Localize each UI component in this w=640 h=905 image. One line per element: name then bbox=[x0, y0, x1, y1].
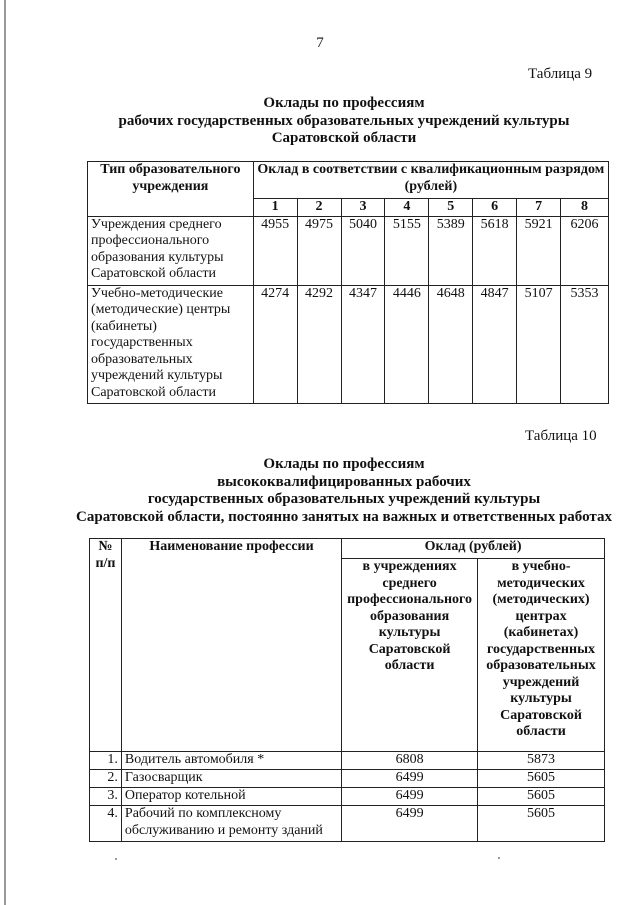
table10-value-cell: 5605 bbox=[478, 770, 605, 788]
table9-type-cell: Учебно-методические (методические) центры (кабинеты) государственных образовательных учреждений культуры Саратовской области bbox=[88, 285, 254, 403]
table9-salary-header: Оклад в соответствии с квалификационным разрядом (рублей) bbox=[253, 162, 608, 199]
table9-grade-header: 4 bbox=[385, 199, 429, 217]
table-row bbox=[90, 806, 605, 842]
table10-heading-line: государственных образовательных учреждений культуры bbox=[147, 491, 541, 507]
table10-heading bbox=[60, 456, 628, 526]
table9-heading-line: рабочих государственных образовательных учреждений культуры bbox=[118, 112, 570, 129]
table9-grade-header: 3 bbox=[341, 199, 385, 217]
table-row bbox=[90, 770, 605, 788]
table9-value-cell: 4274 bbox=[253, 285, 297, 403]
table10-subheader-centers: в учебно-методических (методических) центрах (кабинетах) государственных образовательных учреждений культуры Саратовской области bbox=[478, 559, 605, 752]
table10 bbox=[89, 538, 605, 842]
table9-value-cell: 5618 bbox=[473, 216, 517, 285]
table10-salary-header: Оклад (рублей) bbox=[342, 539, 605, 559]
table10-num-cell: 3. bbox=[90, 788, 122, 806]
table10-value-cell: 5605 bbox=[478, 788, 605, 806]
table10-num-header: № п/п bbox=[90, 539, 122, 752]
table9-type-header: Тип образовательного учреждения bbox=[88, 162, 254, 217]
table10-num-cell: 4. bbox=[90, 806, 122, 842]
table9-label: Таблица 9 bbox=[528, 66, 593, 82]
table9-heading-line: Оклады по профессиям bbox=[263, 95, 425, 111]
table10-num-cell: 2. bbox=[90, 770, 122, 788]
table9-type-cell: Учреждения среднего профессионального образования культуры Саратовской области bbox=[88, 216, 254, 285]
page-number: 7 bbox=[316, 35, 324, 51]
table10-heading-line: Саратовской области, постоянно занятых на важных и ответственных работах bbox=[76, 508, 612, 525]
table9-value-cell: 5107 bbox=[517, 285, 561, 403]
table10-heading-line: высококвалифицированных рабочих bbox=[217, 473, 471, 490]
table10-value-cell: 6808 bbox=[342, 752, 478, 770]
table10-name-cell: Оператор котельной bbox=[121, 788, 341, 806]
table-row bbox=[90, 788, 605, 806]
table10-label: Таблица 10 bbox=[525, 428, 597, 444]
table9-value-cell: 4975 bbox=[297, 216, 341, 285]
table10-name-cell: Водитель автомобиля * bbox=[121, 752, 341, 770]
table9-value-cell: 4648 bbox=[429, 285, 473, 403]
table10-subheader-colleges: в учреждениях среднего профессионального образования культуры Саратовской области bbox=[342, 559, 478, 752]
table10-value-cell: 5873 bbox=[478, 752, 605, 770]
table9-value-cell: 4347 bbox=[341, 285, 385, 403]
table9-grade-header: 6 bbox=[473, 199, 517, 217]
table9-value-cell: 4292 bbox=[297, 285, 341, 403]
table10-name-cell: Рабочий по комплексному обслуживанию и ремонту зданий bbox=[121, 806, 341, 842]
table9-grade-header: 5 bbox=[429, 199, 473, 217]
table-row bbox=[90, 752, 605, 770]
table9-grade-header: 7 bbox=[517, 199, 561, 217]
table9-heading bbox=[60, 95, 628, 148]
table-row bbox=[88, 285, 609, 403]
table10-num-cell: 1. bbox=[90, 752, 122, 770]
table10-value-cell: 6499 bbox=[342, 806, 478, 842]
scan-speck bbox=[115, 858, 117, 860]
table9-value-cell: 5155 bbox=[385, 216, 429, 285]
table9-value-cell: 5389 bbox=[429, 216, 473, 285]
table9-grade-header: 2 bbox=[297, 199, 341, 217]
table9-grade-header: 8 bbox=[561, 199, 609, 217]
table-row bbox=[88, 216, 609, 285]
table9-value-cell: 5921 bbox=[517, 216, 561, 285]
table10-name-header: Наименование профессии bbox=[121, 539, 341, 752]
table10-value-cell: 5605 bbox=[478, 806, 605, 842]
table10-value-cell: 6499 bbox=[342, 788, 478, 806]
table9-value-cell: 5040 bbox=[341, 216, 385, 285]
scan-speck bbox=[498, 857, 500, 859]
table9-value-cell: 4847 bbox=[473, 285, 517, 403]
table10-heading-line: Оклады по профессиям bbox=[263, 456, 425, 472]
table9-grade-header: 1 bbox=[253, 199, 297, 217]
table9-value-cell: 4446 bbox=[385, 285, 429, 403]
table9-value-cell: 5353 bbox=[561, 285, 609, 403]
table10-name-cell: Газосварщик bbox=[121, 770, 341, 788]
table9-heading-line: Саратовской области bbox=[271, 130, 417, 146]
table9 bbox=[87, 161, 609, 404]
page-edge-line bbox=[4, 0, 6, 905]
table10-value-cell: 6499 bbox=[342, 770, 478, 788]
table9-value-cell: 6206 bbox=[561, 216, 609, 285]
table9-value-cell: 4955 bbox=[253, 216, 297, 285]
